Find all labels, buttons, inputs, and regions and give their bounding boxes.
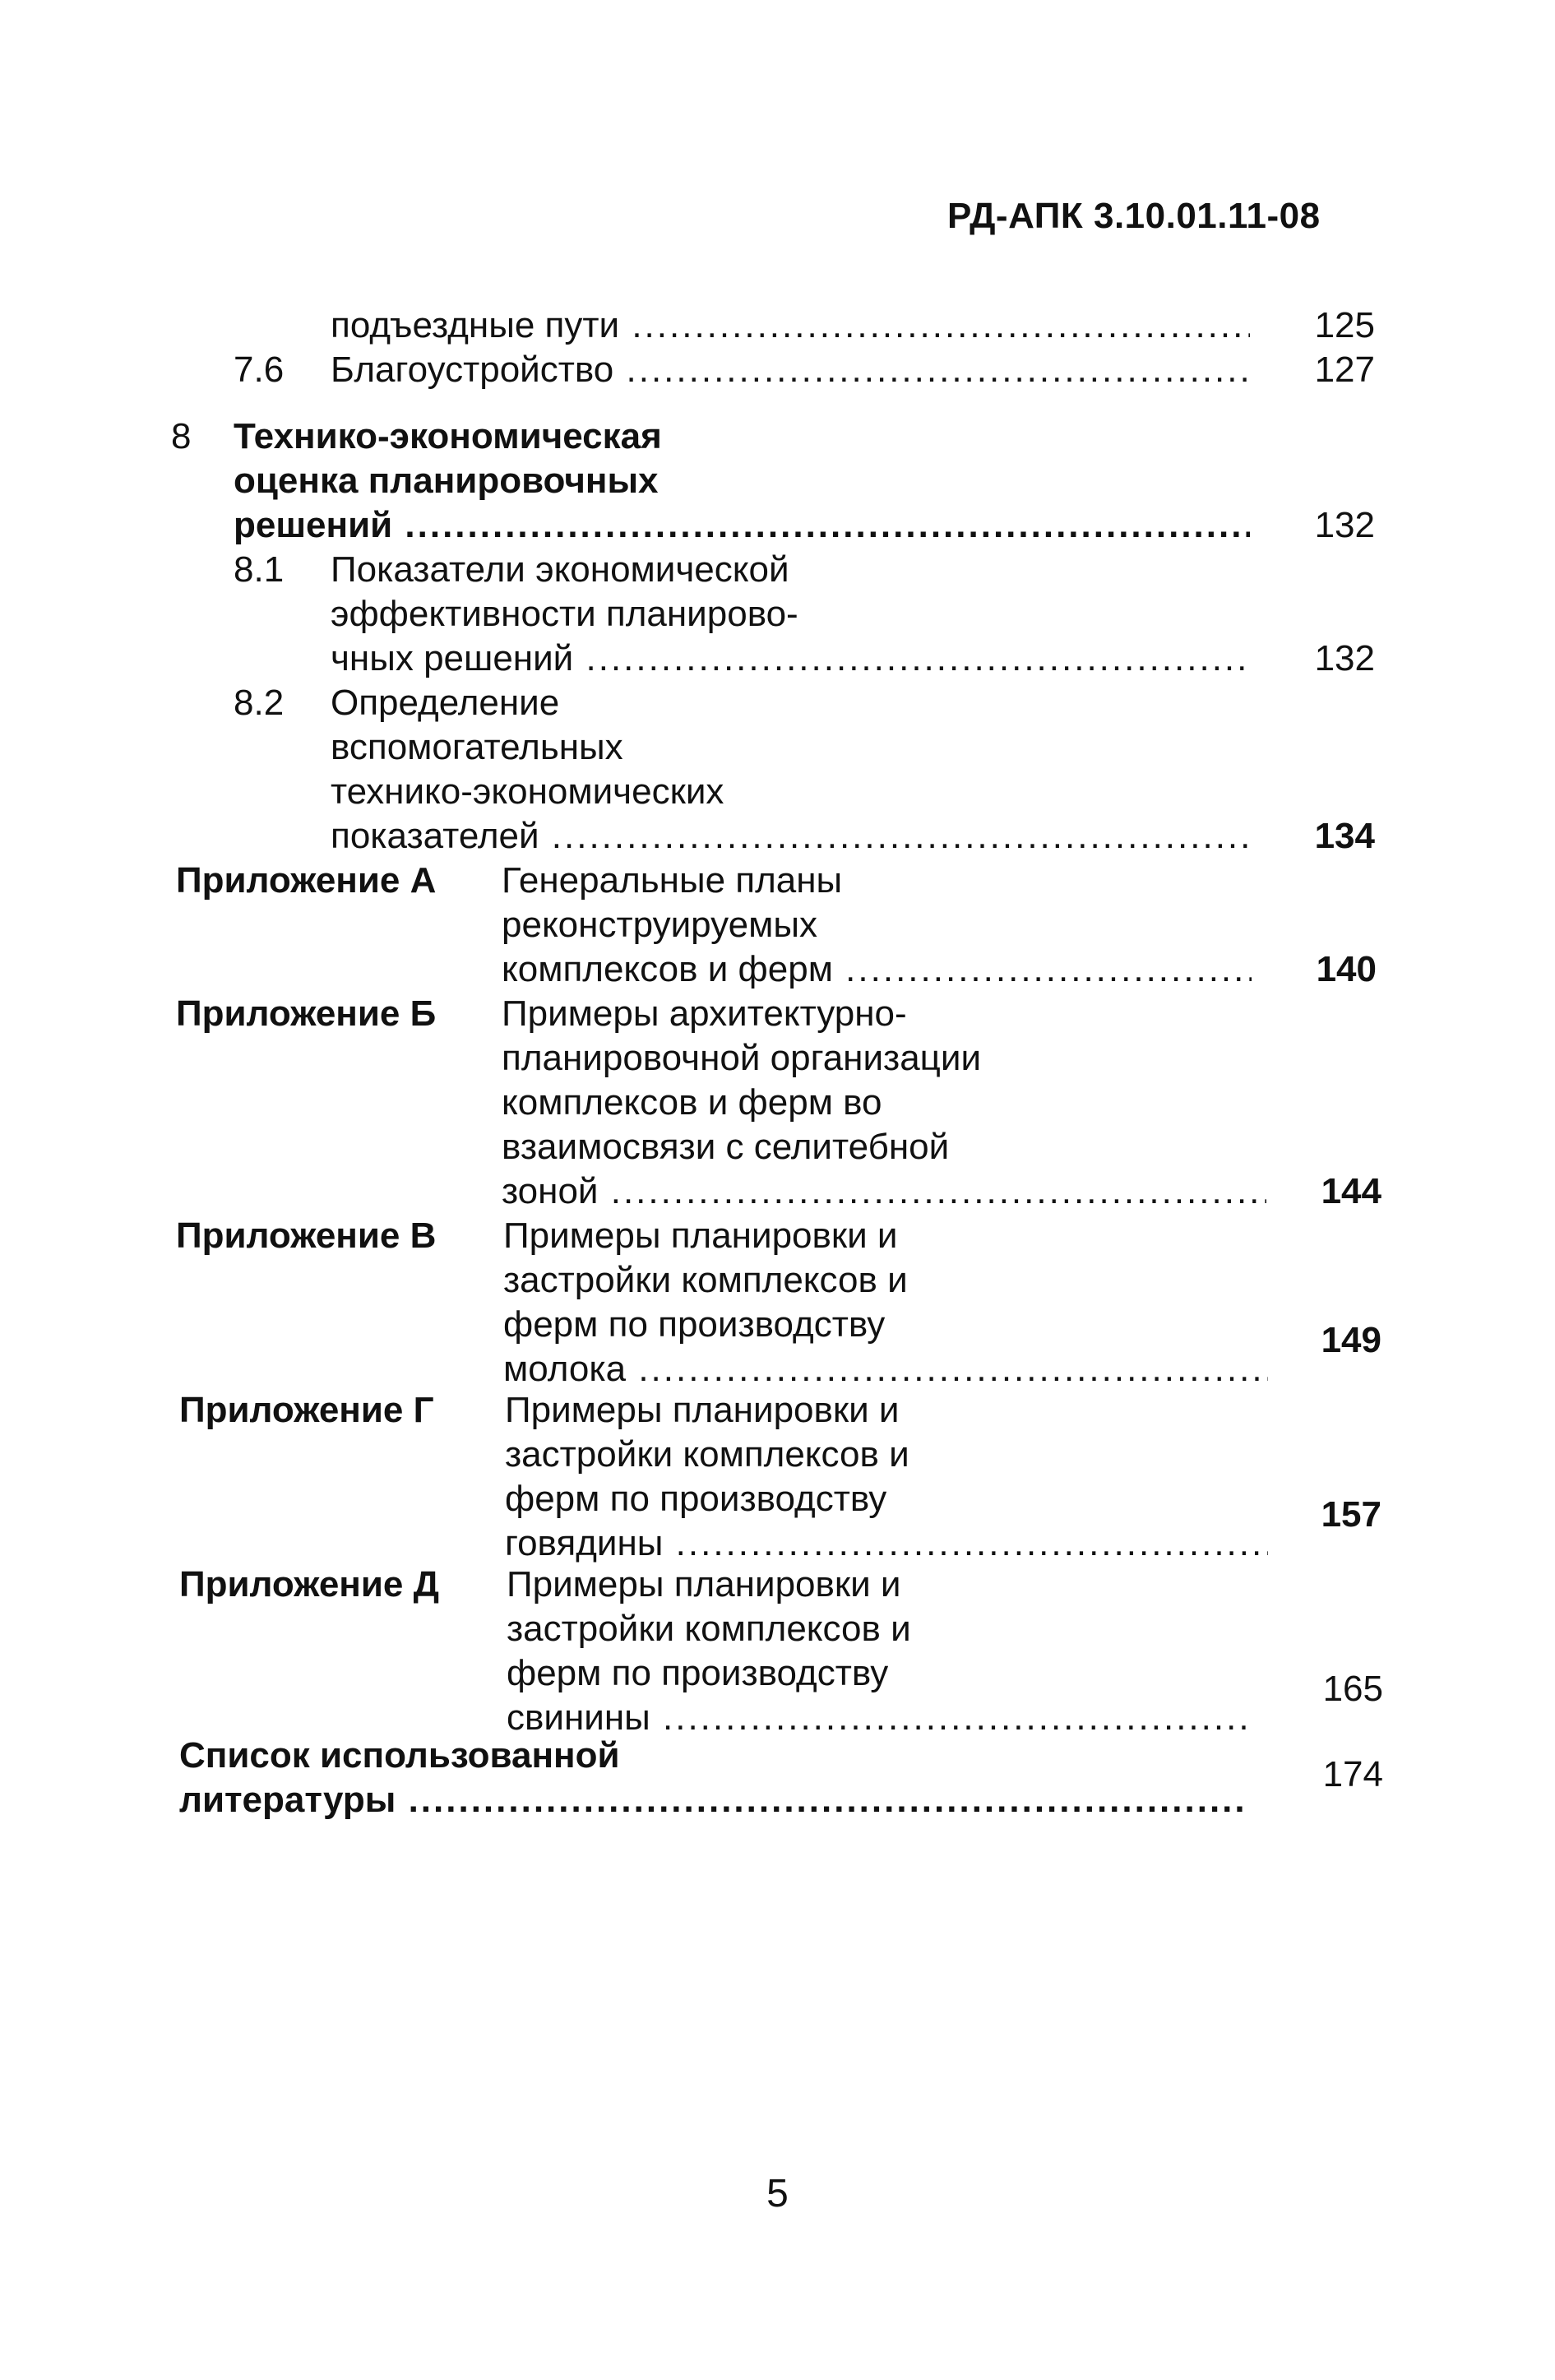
toc-entry-text: говядины [505,1523,664,1563]
toc-entry-line: Показатели экономической [331,549,789,590]
toc-page-number: 165 [1322,1669,1383,1709]
toc-entry-text: Благоустройство [331,350,614,390]
toc-page-number: 174 [1322,1754,1383,1794]
toc-section-title-line: оценка планировочных [234,461,659,501]
toc-entry-line: Примеры планировки и [505,1390,900,1430]
toc-entry-line: Генеральные планы [502,860,843,901]
toc-page-number: 134 [1314,816,1375,856]
toc-page-number: 127 [1314,350,1375,390]
toc-literature-line: Список использованной [179,1735,620,1776]
toc-entry-text: подъездные пути [331,305,620,345]
toc-entry-line: вспомогательных [331,727,623,767]
toc-entry-line: комплексов и ферм во [502,1082,882,1123]
toc-page-number: 144 [1321,1171,1381,1211]
toc-entry-text: литературы [179,1780,396,1820]
toc-section-number: 8 [171,416,192,456]
toc-entry-line: застройки комплексов и [503,1260,908,1300]
toc-page-number: 140 [1316,949,1377,989]
toc-page-number: 132 [1314,638,1375,678]
toc-entry-number: 8.1 [234,549,285,590]
toc-entry-line: Примеры архитектурно- [502,993,907,1034]
toc-entry-line: Примеры планировки и [503,1215,898,1256]
toc-entry-line: ферм по производству [507,1653,889,1693]
toc-entry-line: планировочной организации [502,1038,982,1078]
toc-entry-text: показателей [331,816,539,856]
toc-entry-text: молока [503,1349,627,1389]
toc-section-title-last-line [234,503,1250,548]
toc-entry-last-line [502,1169,1266,1214]
toc-entry-number: 8.2 [234,683,285,723]
toc-entry-text: чных решений [331,638,574,678]
toc-entry-line: ферм по производству [505,1479,887,1519]
toc-entry-last-line [503,1347,1268,1391]
toc-page-number: 125 [1314,305,1375,345]
toc-entry-text: свинины [507,1697,650,1738]
toc-entry-last-line [331,637,1250,681]
toc-entry-line: Определение [331,683,560,723]
appendix-label-v: Приложение В [176,1215,437,1256]
toc-entry-line: реконструируемых [502,905,817,945]
toc-page-number: 149 [1321,1320,1381,1360]
toc-page-number: 132 [1314,505,1375,545]
toc-entry-line: застройки комплексов и [507,1609,911,1649]
toc-entry-text: решений [234,505,393,545]
toc-page-number: 157 [1321,1494,1381,1535]
toc-entry-text: зоной [502,1171,599,1211]
appendix-label-b: Приложение Б [176,993,437,1034]
appendix-label-g: Приложение Г [179,1390,434,1430]
appendix-label-d: Приложение Д [179,1564,439,1604]
toc-entry-line: ферм по производству [503,1304,886,1345]
toc-entry-line: взаимосвязи с селитебной [502,1127,950,1167]
toc-entry-text: комплексов и ферм [502,949,833,989]
toc-entry-line: эффективности планирово- [331,594,798,634]
toc-entry-line: технико-экономических [331,771,724,812]
toc-entry-last-line [331,814,1250,859]
toc-entry-access-roads [331,303,1250,348]
toc-entry-line: Примеры планировки и [507,1564,901,1604]
toc-entry-line: застройки комплексов и [505,1434,909,1475]
toc-literature-last-line [179,1778,1245,1822]
toc-section-title-line: Технико-экономическая [234,416,662,456]
toc-entry-last-line [502,947,1252,992]
appendix-label-a: Приложение А [176,860,437,901]
toc-entry-last-line [505,1521,1268,1566]
toc-entry-landscaping [331,348,1250,392]
page-number: 5 [766,2172,789,2216]
toc-entry-number: 7.6 [234,350,285,390]
document-code: РД-АПК 3.10.01.11-08 [947,196,1321,236]
